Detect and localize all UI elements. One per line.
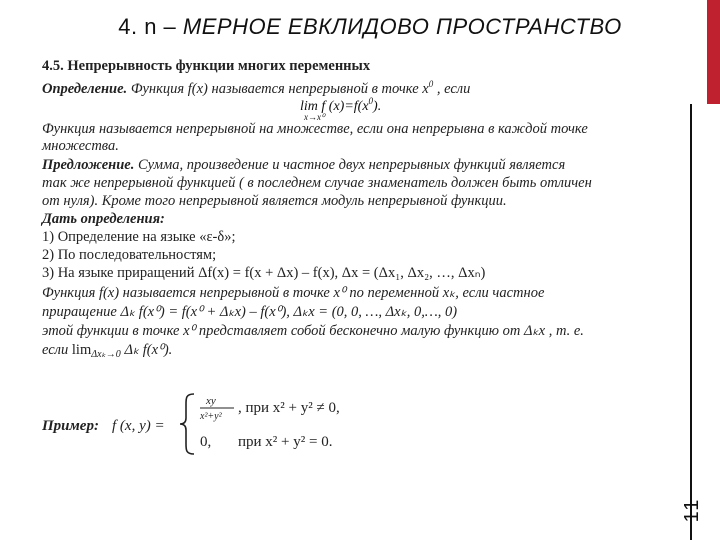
limit-lhs: lim f (x)=f(x [300,99,369,114]
example-label: Пример: [42,418,99,434]
limit-formula [300,96,382,122]
proposition-line-1 [42,157,565,174]
definition-end: , если [433,81,471,97]
give-definitions: Дать определения: [42,211,165,227]
partial-lim-expr: Δₖ f(x⁰). [120,342,173,358]
partial-line-2: приращение Δₖ f(x⁰) = f(x⁰ + Δₖx) – f(x⁰), Δₖx = (0, 0, …, Δxₖ, 0,…, 0) [42,304,458,320]
accent-bar [707,0,720,104]
section-heading: 4.5. Непрерывность функции многих переменных [42,58,371,74]
proposition-line-2: так же непрерывной функцией ( в последнем случае знаменатель должен быть отличен [42,175,592,191]
list-item: 1) Определение на языке «ε-δ»; [42,229,236,245]
set-line-1: Функция называется непрерывной на множестве, если она непрерывна в каждой точке [42,121,588,137]
side-rule [690,104,692,540]
example-formula [42,388,402,460]
example-case2: при x² + y² = 0. [238,434,333,450]
example-case1: , при x² + y² ≠ 0, [238,400,340,416]
example-num: xy [206,395,216,407]
partial-line-4 [42,342,172,363]
slide-title-number: 4. n – [118,14,177,39]
partial-if: если [42,342,72,358]
example-svg [42,388,402,460]
partial-lim-sub: Δxₖ→0 [91,349,121,360]
brace-icon [180,394,194,454]
page-number: 11 [681,497,703,523]
limit-under: x→x⁰ [304,112,325,122]
definition-line [42,76,470,98]
slide-title-text: МЕРНОЕ ЕВКЛИДОВО ПРОСТРАНСТВО [176,14,622,39]
partial-lim: lim [71,342,92,358]
list-item: 2) По последовательностям; [42,247,217,263]
example-lhs: f (x, y) = [112,418,165,434]
definition-label: Определение. [42,81,128,97]
limit-sup: 0 [368,96,374,106]
slide-title [70,14,670,40]
example-case2-val: 0, [200,434,212,450]
definition-sup: 0 [428,79,434,89]
definition-text: Функция f(x) называется непрерывной в точке x [127,81,429,97]
partial-line-3: этой функции в точке x⁰ представляет собой бесконечно малую функцию от Δₖx , т. е. [42,323,584,339]
example-den: x²+y² [200,411,222,422]
proposition-line-3: от нуля). Кроме того непрерывной является модуль непрерывной функции. [42,193,507,209]
proposition-text: Сумма, произведение и частное двух непрерывных функций является [134,157,566,173]
limit-end: ). [373,99,382,114]
proposition-label: Предложение. [42,157,135,173]
set-line-2: множества. [42,138,119,154]
partial-line-1: Функция f(x) называется непрерывной в точке x⁰ по переменной xₖ, если частное [42,285,545,301]
list-item: 3) На языке приращений Δf(x) = f(x + Δx) – f(x), Δx = (Δx₁, Δx₂, …, Δxₙ) [42,265,486,281]
